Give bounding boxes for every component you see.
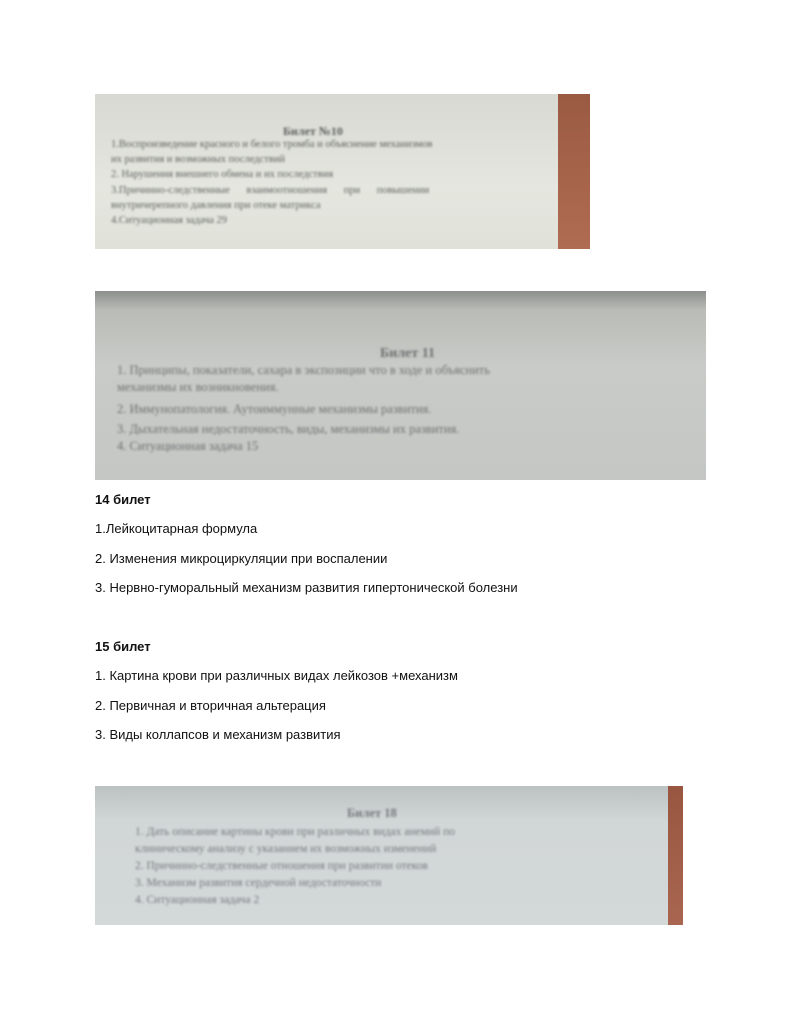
ticket-10-photo <box>95 94 590 249</box>
ticket-11-title: Билет 11 <box>380 346 435 361</box>
ticket-14-item: 1.Лейкоцитарная формула <box>95 521 258 536</box>
ticket-18-line: 3. Механизм развития сердечной недостаточности <box>135 877 382 889</box>
ticket-15-item: 1. Картина крови при различных видах лейкозов +механизм <box>95 668 458 683</box>
ticket-18-title: Билет 18 <box>347 806 397 820</box>
ticket-18-line: 4. Ситуационная задача 2 <box>135 894 260 906</box>
ticket-11-line: 3. Дыхательная недостаточность, виды, механизмы их развития. <box>117 422 460 436</box>
ticket-15-item: 3. Виды коллапсов и механизм развития <box>95 727 341 742</box>
ticket-10-line: 3.Причинно-следственные взаимоотношения при повышении <box>111 185 430 196</box>
ticket-14-item: 3. Нервно-гуморальный механизм развития гипертонической болезни <box>95 580 518 595</box>
ticket-10-title: Билет №10 <box>283 124 343 138</box>
ticket-10-line: внутричерепного давления при отеке матрикса <box>111 200 321 211</box>
ticket-18-line: 2. Причинно-следственные отношения при развитии отеков <box>135 860 428 872</box>
ticket-10-line: 4.Ситуационная задача 29 <box>111 215 228 226</box>
ticket-11-line: 1. Принципы, показатели, сахара в экспозиции что в ходе и объяснить <box>117 363 490 377</box>
ticket-14-item: 2. Изменения микроциркуляции при воспалении <box>95 551 388 566</box>
ticket-10-line: их развития и возможных последствий <box>111 154 285 165</box>
ticket-11-line: механизмы их возникновения. <box>117 380 279 394</box>
ticket-11-line: 2. Иммунопатология. Аутоиммунные механизмы развития. <box>117 402 432 416</box>
ticket-10-line: 2. Нарушения внешнего обмена и их последствия <box>111 169 334 180</box>
ticket-10-sheet <box>95 94 559 249</box>
ticket-15-heading: 15 билет <box>95 639 151 654</box>
ticket-10-table-edge <box>558 94 590 249</box>
ticket-11-line: 4. Ситуационная задача 15 <box>117 439 259 453</box>
ticket-15-item: 2. Первичная и вторичная альтерация <box>95 698 326 713</box>
ticket-18-line: 1. Дать описание картины крови при различных видах анемий по <box>135 826 455 838</box>
ticket-18-table-edge <box>668 786 683 925</box>
ticket-18-line: клиническому анализу с указанием их возможных изменений <box>135 843 437 855</box>
ticket-10-line: 1.Воспроизведение красного и белого тромба и объяснение механизмов <box>111 139 433 150</box>
ticket-11-photo <box>95 291 706 480</box>
ticket-18-photo <box>95 786 683 925</box>
ticket-14-heading: 14 билет <box>95 492 151 507</box>
